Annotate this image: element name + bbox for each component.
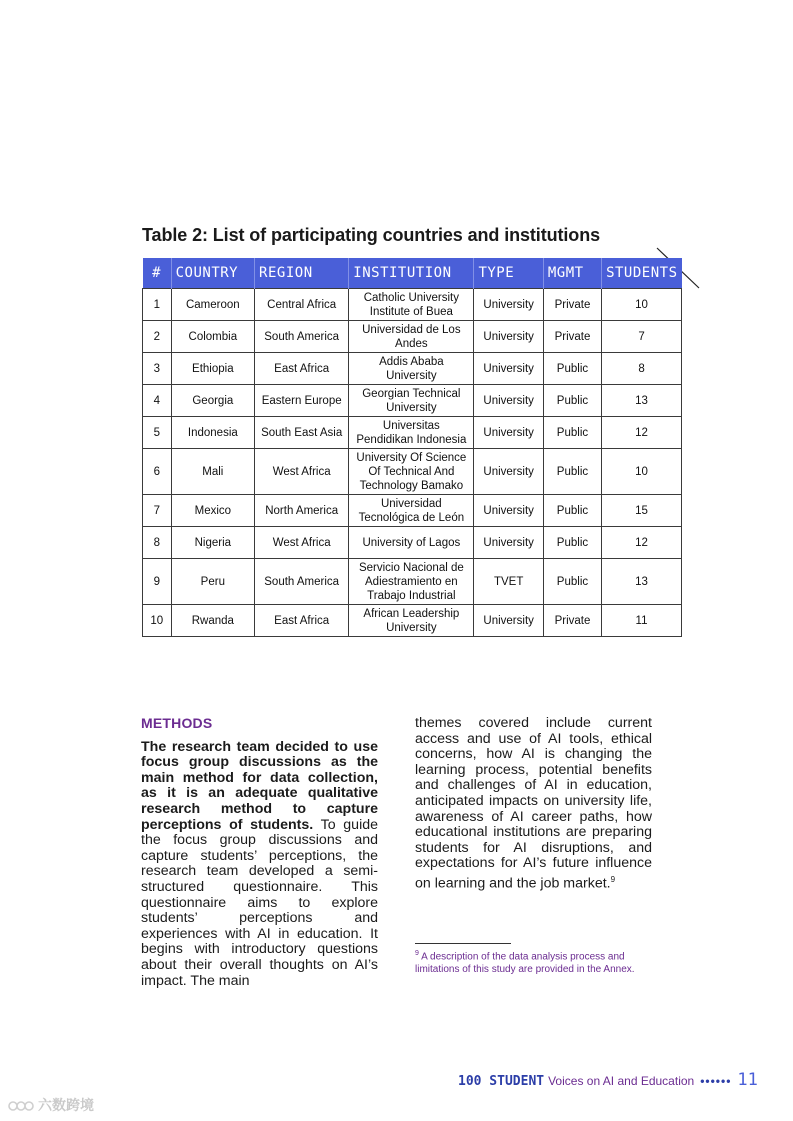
institution-line: Institute of Buea — [369, 305, 453, 318]
cell-type: University — [474, 353, 543, 385]
footer-dots: •••••• — [700, 1074, 732, 1088]
cell-institution — [349, 353, 474, 385]
footer-brand-text: Voices on AI and Education — [548, 1074, 695, 1088]
cell-region: North America — [255, 495, 349, 527]
cell-country: Colombia — [171, 321, 254, 353]
institution-line: University — [386, 621, 437, 634]
institution-line: Andes — [395, 337, 428, 350]
header-mgmt: MGMT — [543, 258, 601, 289]
table-row — [143, 289, 682, 321]
cell-country: Peru — [171, 559, 254, 605]
header-region: REGION — [255, 258, 349, 289]
running-footer — [458, 1070, 758, 1090]
cell-type: University — [474, 449, 543, 495]
cell-country: Cameroon — [171, 289, 254, 321]
footnote-marker: 9 — [415, 950, 419, 957]
table-row — [143, 449, 682, 495]
institution-line: African Leadership — [363, 607, 460, 620]
cell-mgmt: Private — [543, 321, 601, 353]
table-row — [143, 527, 682, 559]
cell-institution — [349, 449, 474, 495]
institution-line: Tecnológica de León — [358, 511, 465, 524]
cell-students: 13 — [602, 559, 682, 605]
cell-institution — [349, 527, 474, 559]
cell-region: South East Asia — [255, 417, 349, 449]
cell-type: University — [474, 417, 543, 449]
institution-line: Catholic University — [363, 291, 459, 304]
table-row — [143, 385, 682, 417]
footer-brand-mono: 100 STUDENT — [458, 1074, 545, 1089]
header-country: COUNTRY — [171, 258, 254, 289]
cell-region: Central Africa — [255, 289, 349, 321]
methods-column-right — [415, 716, 652, 892]
cell-region: West Africa — [255, 449, 349, 495]
cell-num: 8 — [143, 527, 172, 559]
methods-paragraph-continued — [415, 716, 652, 892]
institution-line: University of Lagos — [362, 536, 461, 549]
cell-num: 7 — [143, 495, 172, 527]
page-number: 11 — [737, 1070, 758, 1090]
cell-country: Mexico — [171, 495, 254, 527]
methods-body-right: themes covered include current access and use of AI tools, ethical concerns, how AI is changing the learning process, potential benefits and challenges of AI in education, anticipated impacts on university life, awareness of AI career paths, how educational institutions are preparing students for AI disruptions, and expectations for AI’s future influence on learning and the job market. — [415, 715, 652, 892]
table-row — [143, 353, 682, 385]
cell-type: TVET — [474, 559, 543, 605]
watermark-logo-icon — [8, 1098, 34, 1112]
cell-region: East Africa — [255, 605, 349, 637]
cell-type: University — [474, 289, 543, 321]
methods-column-left — [141, 716, 378, 989]
institution-line: Universidad — [380, 497, 442, 510]
cell-institution — [349, 385, 474, 417]
cell-num: 5 — [143, 417, 172, 449]
cell-country: Indonesia — [171, 417, 254, 449]
cell-mgmt: Public — [543, 527, 601, 559]
institution-line: Universitas — [382, 419, 440, 432]
institution-line: University — [386, 401, 437, 414]
cell-region: East Africa — [255, 353, 349, 385]
table-title: Table 2: List of participating countries and institutions — [142, 225, 600, 245]
cell-institution — [349, 495, 474, 527]
cell-country: Ethiopia — [171, 353, 254, 385]
institution-line: Pendidikan Indonesia — [356, 433, 467, 446]
cell-country: Nigeria — [171, 527, 254, 559]
table-row — [143, 559, 682, 605]
cell-students: 15 — [602, 495, 682, 527]
cell-num: 10 — [143, 605, 172, 637]
cell-region: West Africa — [255, 527, 349, 559]
methods-heading: METHODS — [141, 715, 213, 731]
cell-type: University — [474, 527, 543, 559]
watermark-text: 六数跨境 — [38, 1097, 94, 1113]
table-row — [143, 605, 682, 637]
cell-num: 4 — [143, 385, 172, 417]
institution-line: Of Technical And — [368, 465, 455, 478]
methods-body-left: To guide the focus group discussions and capture students’ perceptions, the research team developed a semi-structured questionnaire. This questionnaire aims to explore students’ perceptions and experiences with AI in education. It begins with introductory questions about their overall thoughts on AI’s impact. The main — [141, 816, 379, 989]
cell-country: Rwanda — [171, 605, 254, 637]
cell-type: University — [474, 495, 543, 527]
institution-line: Addis Ababa — [379, 355, 444, 368]
cell-mgmt: Public — [543, 449, 601, 495]
cell-type: University — [474, 321, 543, 353]
watermark — [8, 1095, 94, 1115]
participants-table — [142, 258, 682, 637]
cell-mgmt: Public — [543, 495, 601, 527]
footnote-divider — [415, 943, 511, 944]
cell-students: 8 — [602, 353, 682, 385]
methods-paragraph — [141, 740, 378, 990]
cell-mgmt: Public — [543, 559, 601, 605]
cell-country: Georgia — [171, 385, 254, 417]
cell-num: 2 — [143, 321, 172, 353]
table-row — [143, 495, 682, 527]
table-row — [143, 321, 682, 353]
cell-mgmt: Private — [543, 289, 601, 321]
cell-students: 12 — [602, 417, 682, 449]
institution-line: Technology Bamako — [359, 479, 464, 492]
cell-institution — [349, 605, 474, 637]
cell-students: 13 — [602, 385, 682, 417]
cell-region: South America — [255, 559, 349, 605]
table-header-row — [143, 258, 682, 289]
cell-type: University — [474, 605, 543, 637]
header-type: TYPE — [474, 258, 543, 289]
cell-region: Eastern Europe — [255, 385, 349, 417]
cell-students: 11 — [602, 605, 682, 637]
institution-line: Universidad de Los — [362, 323, 461, 336]
cell-num: 1 — [143, 289, 172, 321]
institution-line: Servicio Nacional de — [358, 561, 464, 574]
institution-line: University Of Science — [356, 451, 467, 464]
cell-type: University — [474, 385, 543, 417]
institution-line: Georgian Technical — [362, 387, 461, 400]
cell-institution — [349, 289, 474, 321]
cell-students: 7 — [602, 321, 682, 353]
cell-mgmt: Public — [543, 385, 601, 417]
header-students: STUDENTS — [602, 258, 682, 289]
cell-num: 3 — [143, 353, 172, 385]
cell-institution — [349, 321, 474, 353]
table-row — [143, 417, 682, 449]
institution-line: Trabajo Industrial — [367, 589, 456, 602]
footnote-reference[interactable]: 9 — [610, 874, 616, 884]
cell-students: 10 — [602, 289, 682, 321]
cell-students: 10 — [602, 449, 682, 495]
cell-institution — [349, 559, 474, 605]
footnote — [415, 948, 655, 976]
footnote-text: A description of the data analysis process and limitations of this study are provided in the Annex. — [415, 951, 635, 975]
cell-num: 9 — [143, 559, 172, 605]
cell-mgmt: Public — [543, 417, 601, 449]
cell-students: 12 — [602, 527, 682, 559]
cell-num: 6 — [143, 449, 172, 495]
cell-mgmt: Private — [543, 605, 601, 637]
header-institution: INSTITUTION — [349, 258, 474, 289]
institution-line: University — [386, 369, 437, 382]
methods-lead: The research team decided to use focus group discussions as the main method for data collection, as it is an adequate qualitative research method to capture perceptions of students. — [141, 738, 378, 833]
table-body — [143, 289, 682, 637]
header-num: # — [143, 258, 172, 289]
institution-line: Adiestramiento en — [365, 575, 458, 588]
cell-mgmt: Public — [543, 353, 601, 385]
cell-institution — [349, 417, 474, 449]
cell-region: South America — [255, 321, 349, 353]
cell-country: Mali — [171, 449, 254, 495]
